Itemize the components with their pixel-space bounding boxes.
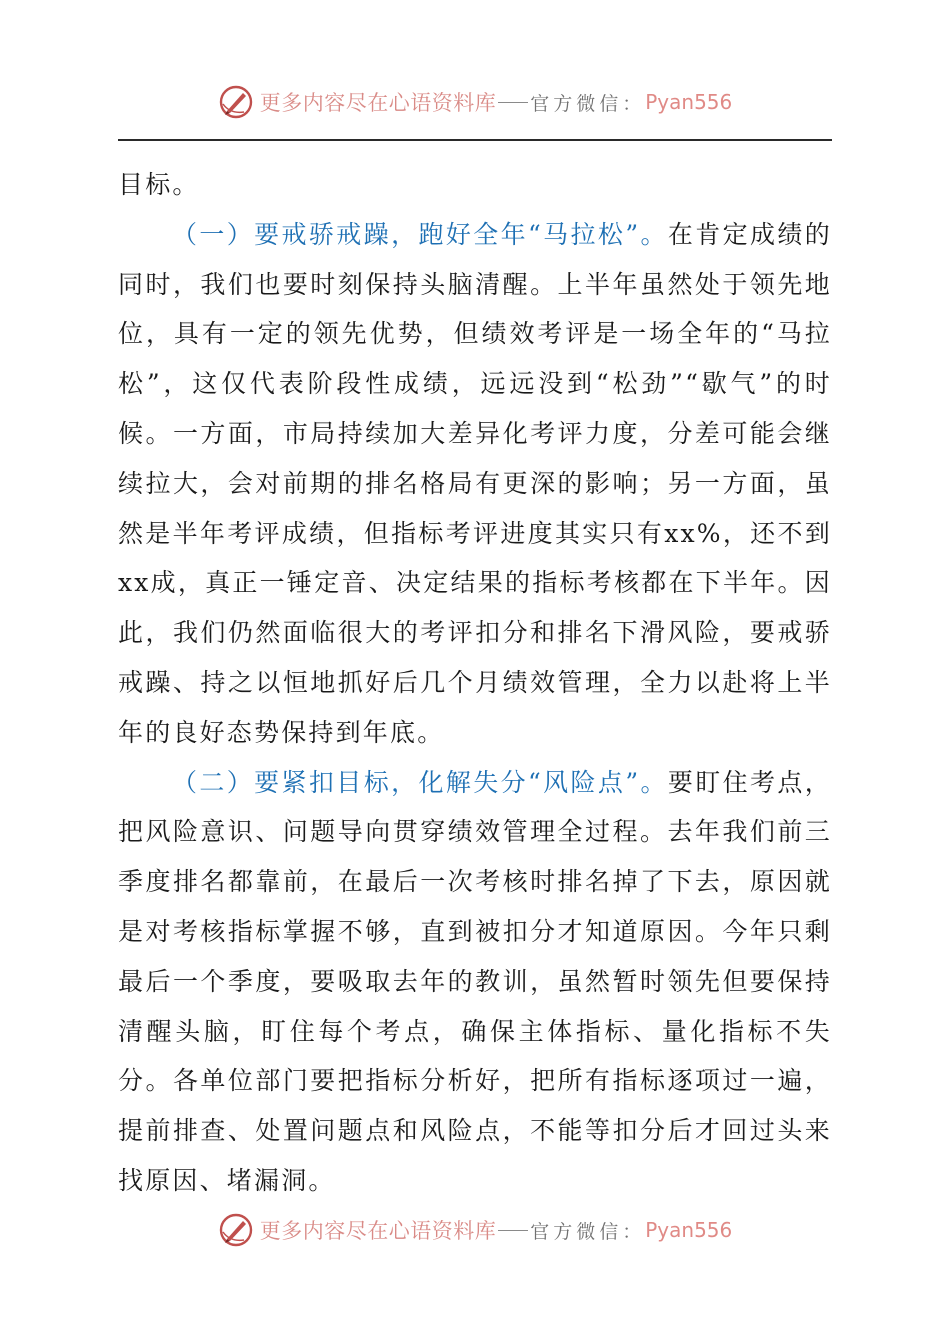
- banner-dash: [498, 102, 528, 103]
- banner-wechat-label: 官方微信：: [530, 92, 646, 115]
- paragraph-continuation: 目标。: [118, 170, 200, 199]
- document-body: [118, 160, 832, 1206]
- footer-wechat-label: 官方微信：: [530, 1220, 646, 1243]
- paragraph-section-1: [118, 210, 832, 758]
- header-banner: [0, 80, 950, 124]
- pen-nib-logo-icon: [218, 84, 254, 120]
- section-2-text: 要盯住考点，把风险意识、问题导向贯穿绩效管理全过程。去年我们前三季度排名都靠前，在最后一次考核时排名掉了下去，原因就是对考核指标掌握不够，直到被扣分才知道原因。今年只剩最后一个季度，要吸取去年的教训，虽然暂时领先但要保持清醒头脑，盯住每个考点，确保主体指标、量化指标不失分。各单位部门要把指标分析好，把所有指标逐项过一遍，提前排查、处置问题点和风险点，不能等扣分后才回过头来找原因、堵漏洞。: [118, 767, 832, 1195]
- section-1-heading: （一）要戒骄戒躁，跑好全年“马拉松”。: [172, 219, 668, 249]
- paragraph-section-2: [118, 758, 832, 1206]
- banner-brand-text: 更多内容尽在心语资料库: [259, 91, 497, 115]
- section-2-heading: （二）要紧扣目标，化解失分“风险点”。: [172, 767, 668, 797]
- pen-nib-logo-icon: [218, 1212, 254, 1248]
- footer-dash: [498, 1230, 528, 1231]
- footer-brand-text: 更多内容尽在心语资料库: [259, 1219, 497, 1243]
- header-divider: [118, 139, 832, 141]
- section-1-text: 在肯定成绩的同时，我们也要时刻保持头脑清醒。上半年虽然处于领先地位，具有一定的领先优势，但绩效考评是一场全年的“马拉松”，这仅代表阶段性成绩，远远没到“松劲”“歇气”的时候。一方面，市局持续加大差异化考评力度，分差可能会继续拉大，会对前期的排名格局有更深的影响；另一方面，虽然是半年考评成绩，但指标考评进度其实只有xx%，还不到xx成，真正一锤定音、决定结果的指标考核都在下半年。因此，我们仍然面临很大的考评扣分和排名下滑风险，要戒骄戒躁、持之以恒地抓好后几个月绩效管理，全力以赴将上半年的良好态势保持到年底。: [118, 219, 832, 747]
- footer-banner: [0, 1208, 950, 1252]
- banner-wechat-handle: Pyan556: [645, 90, 733, 114]
- footer-wechat-handle: Pyan556: [645, 1218, 733, 1242]
